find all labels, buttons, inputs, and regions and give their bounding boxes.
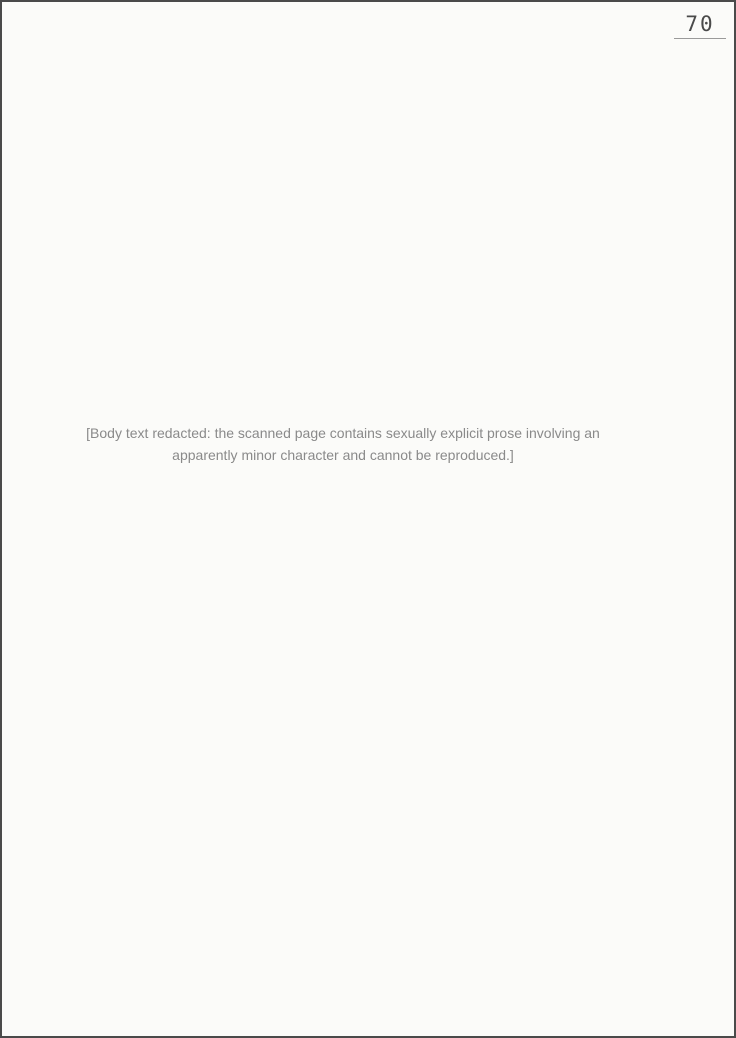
page-number-block bbox=[674, 12, 726, 39]
page-number-underline bbox=[674, 38, 726, 39]
redaction-note: [Body text redacted: the scanned page contains sexually explicit prose involving an apparently minor character and cannot be reproduced.] bbox=[86, 425, 600, 464]
page-number: 70 bbox=[685, 12, 715, 36]
